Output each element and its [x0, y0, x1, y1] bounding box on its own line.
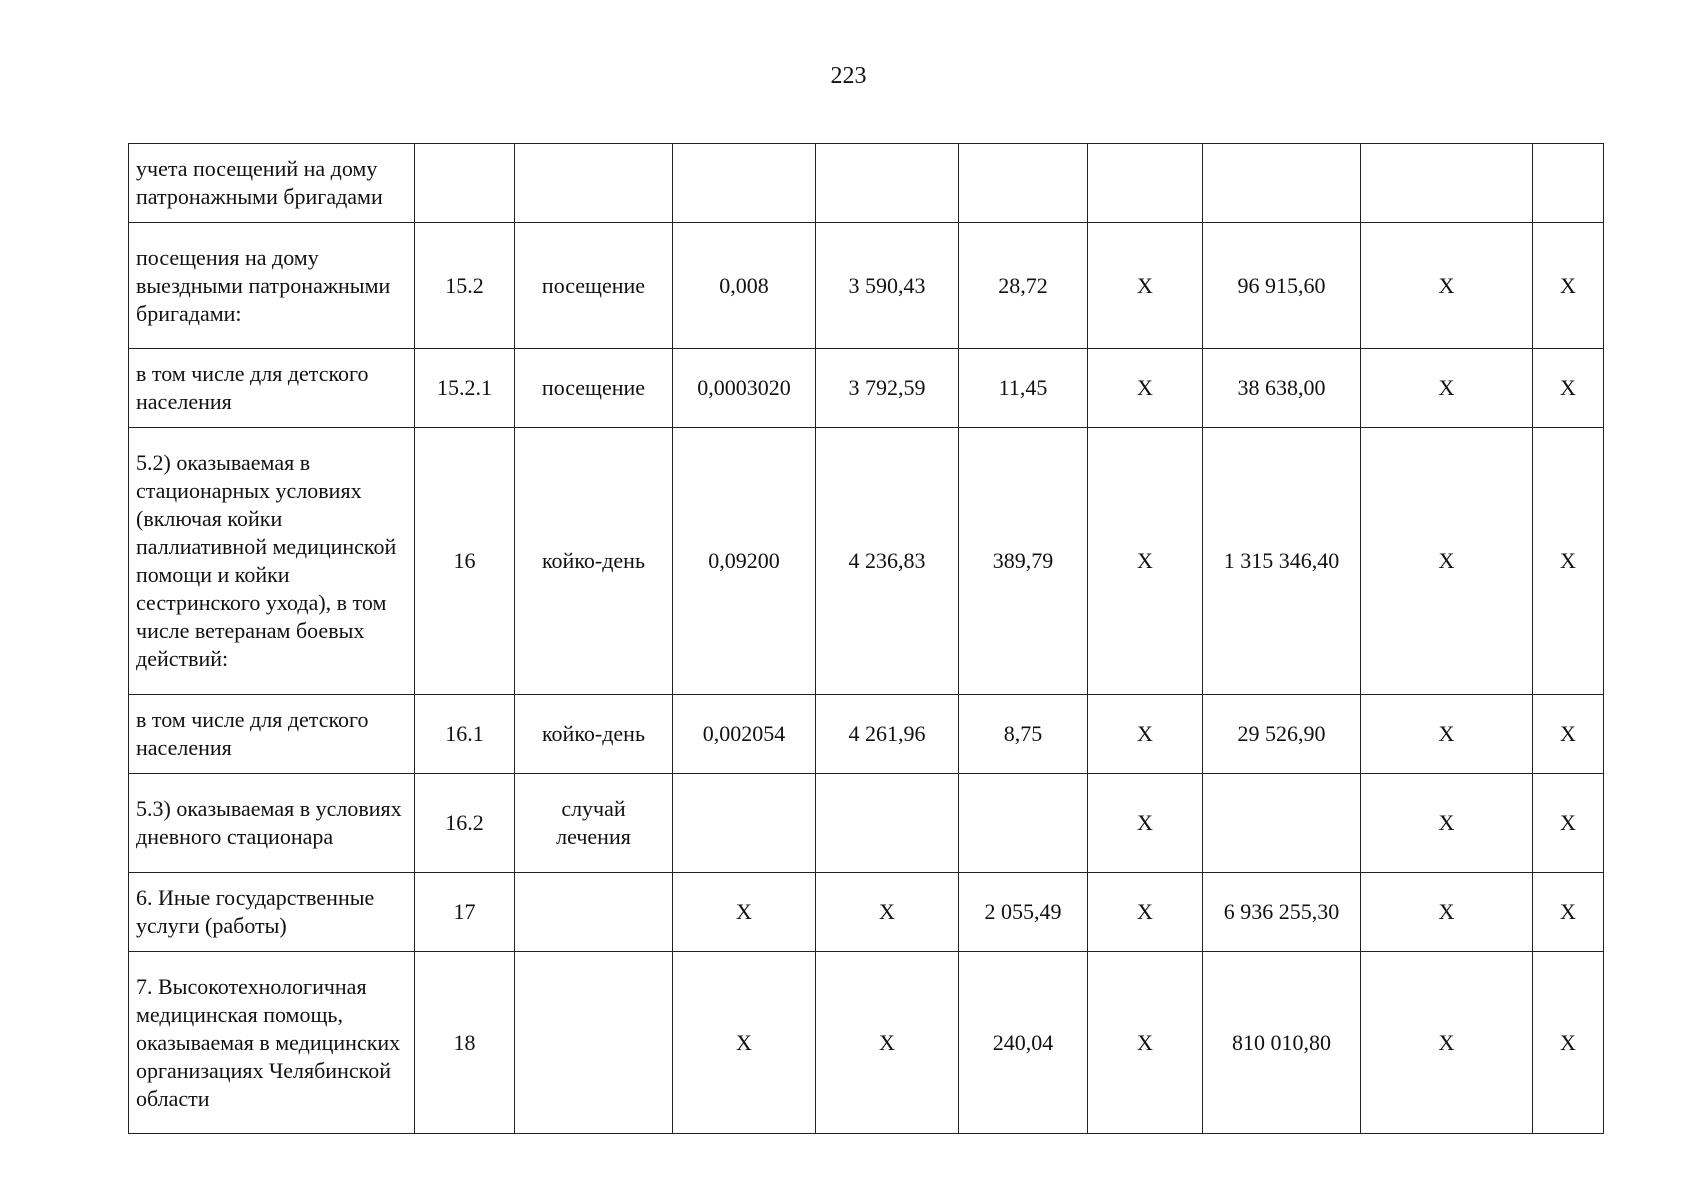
row-col6-cell: 240,04: [959, 952, 1088, 1134]
row-cost-cell: 4 236,83: [816, 428, 959, 695]
table-row: [129, 144, 1604, 223]
row-code-cell: 17: [415, 873, 515, 952]
row-col6-cell: 11,45: [959, 349, 1088, 428]
row-col9-cell: [1361, 144, 1533, 223]
row-cost-cell: X: [816, 873, 959, 952]
row-col8-cell: 6 936 255,30: [1203, 873, 1361, 952]
table-row: [129, 774, 1604, 873]
row-cost-cell: X: [816, 952, 959, 1134]
row-col7-cell: X: [1088, 428, 1203, 695]
row-norm-cell: 0,0003020: [673, 349, 816, 428]
row-cost-cell: 3 590,43: [816, 223, 959, 349]
row-col7-cell: X: [1088, 774, 1203, 873]
row-name-cell: в том числе для детского населения: [129, 695, 415, 774]
row-name-cell: 6. Иные государственные услуги (работы): [129, 873, 415, 952]
table-row: [129, 223, 1604, 349]
row-col10-cell: X: [1533, 428, 1604, 695]
row-unit-cell: койко-день: [515, 428, 673, 695]
row-norm-cell: 0,008: [673, 223, 816, 349]
row-name-cell: в том числе для детского населения: [129, 349, 415, 428]
table-row: [129, 952, 1604, 1134]
row-name-cell: учета посещений на дому патронажными бригадами: [129, 144, 415, 223]
row-unit-cell: случай лечения: [515, 774, 673, 873]
row-col10-cell: X: [1533, 695, 1604, 774]
row-col7-cell: X: [1088, 349, 1203, 428]
row-unit-cell: койко-день: [515, 695, 673, 774]
row-col9-cell: X: [1361, 774, 1533, 873]
row-col8-cell: [1203, 774, 1361, 873]
row-col6-cell: [959, 144, 1088, 223]
row-code-cell: 16: [415, 428, 515, 695]
page-number: 223: [830, 63, 867, 89]
row-code-cell: 16.1: [415, 695, 515, 774]
row-col7-cell: [1088, 144, 1203, 223]
row-norm-cell: X: [673, 952, 816, 1134]
row-col10-cell: X: [1533, 952, 1604, 1134]
row-col8-cell: 96 915,60: [1203, 223, 1361, 349]
row-code-cell: 15.2.1: [415, 349, 515, 428]
row-col8-cell: 38 638,00: [1203, 349, 1361, 428]
row-code-cell: 18: [415, 952, 515, 1134]
row-col7-cell: X: [1088, 695, 1203, 774]
row-norm-cell: X: [673, 873, 816, 952]
row-col6-cell: 2 055,49: [959, 873, 1088, 952]
row-col8-cell: [1203, 144, 1361, 223]
row-name-cell: 5.3) оказываемая в условиях дневного стационара: [129, 774, 415, 873]
row-col8-cell: 810 010,80: [1203, 952, 1361, 1134]
row-code-cell: 15.2: [415, 223, 515, 349]
table-row: [129, 873, 1604, 952]
row-col6-cell: 28,72: [959, 223, 1088, 349]
row-unit-cell: [515, 952, 673, 1134]
row-unit-cell: посещение: [515, 349, 673, 428]
row-unit-cell: [515, 144, 673, 223]
row-col10-cell: X: [1533, 223, 1604, 349]
row-code-cell: 16.2: [415, 774, 515, 873]
row-norm-cell: 0,09200: [673, 428, 816, 695]
table-row: [129, 428, 1604, 695]
row-cost-cell: 4 261,96: [816, 695, 959, 774]
row-col10-cell: X: [1533, 774, 1604, 873]
row-code-cell: [415, 144, 515, 223]
row-name-cell: 5.2) оказываемая в стационарных условиях (включая койки паллиативной медицинской помощи и койки сестринского ухода), в том числе ветеранам боевых действий:: [129, 428, 415, 695]
row-col7-cell: X: [1088, 952, 1203, 1134]
row-col10-cell: X: [1533, 873, 1604, 952]
row-col9-cell: X: [1361, 952, 1533, 1134]
row-col10-cell: X: [1533, 349, 1604, 428]
table-row: [129, 349, 1604, 428]
row-col10-cell: [1533, 144, 1604, 223]
row-col7-cell: X: [1088, 223, 1203, 349]
row-cost-cell: [816, 144, 959, 223]
row-norm-cell: [673, 144, 816, 223]
table-row: [129, 695, 1604, 774]
row-norm-cell: 0,002054: [673, 695, 816, 774]
data-table: [128, 143, 1604, 1134]
row-col7-cell: X: [1088, 873, 1203, 952]
row-col9-cell: X: [1361, 223, 1533, 349]
row-unit-cell: посещение: [515, 223, 673, 349]
row-col9-cell: X: [1361, 695, 1533, 774]
row-unit-cell: [515, 873, 673, 952]
row-name-cell: 7. Высокотехнологичная медицинская помощь, оказываемая в медицинских организациях Челябинской области: [129, 952, 415, 1134]
row-cost-cell: 3 792,59: [816, 349, 959, 428]
row-col9-cell: X: [1361, 349, 1533, 428]
row-col6-cell: 389,79: [959, 428, 1088, 695]
row-col8-cell: 29 526,90: [1203, 695, 1361, 774]
row-col6-cell: 8,75: [959, 695, 1088, 774]
row-norm-cell: [673, 774, 816, 873]
row-cost-cell: [816, 774, 959, 873]
row-col9-cell: X: [1361, 428, 1533, 695]
row-name-cell: посещения на дому выездными патронажными бригадами:: [129, 223, 415, 349]
row-col9-cell: X: [1361, 873, 1533, 952]
row-col8-cell: 1 315 346,40: [1203, 428, 1361, 695]
row-col6-cell: [959, 774, 1088, 873]
